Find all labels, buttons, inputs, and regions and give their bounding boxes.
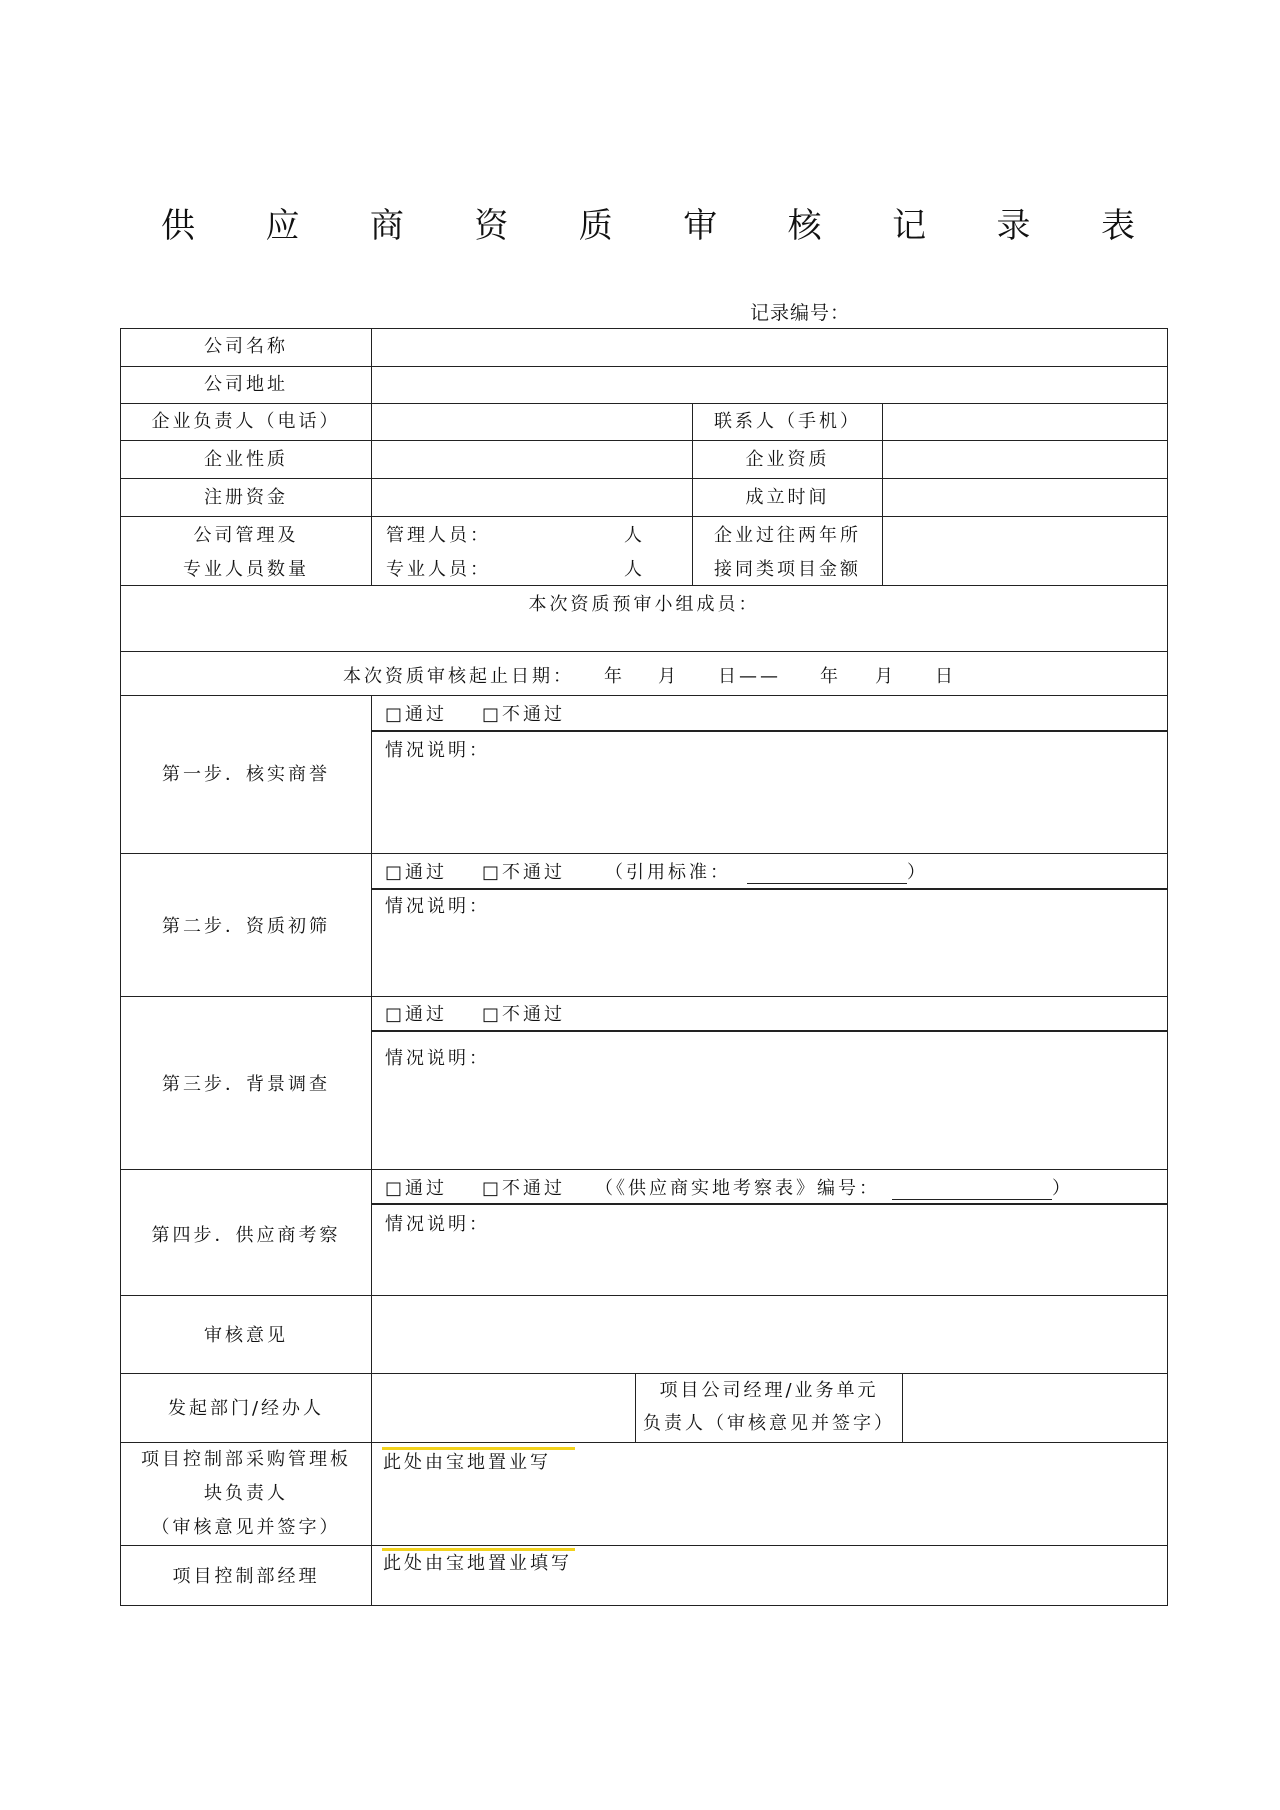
- step4-label: 第四步．供应商考察: [151, 1225, 341, 1246]
- step1-fail-checkbox[interactable]: □不通过: [482, 704, 566, 725]
- end-month-label: 月: [875, 666, 896, 687]
- past-amount-field[interactable]: [882, 516, 1168, 586]
- legal-rep-field[interactable]: [371, 403, 693, 441]
- contact-field[interactable]: [882, 403, 1168, 441]
- title-char: 录: [996, 206, 1031, 246]
- title-char: 审: [683, 206, 718, 246]
- staff-count-label-line2: 专业人员数量: [183, 559, 309, 580]
- start-month-label: 月: [658, 666, 679, 687]
- review-dates-field[interactable]: [120, 651, 1168, 696]
- pm-field[interactable]: [902, 1373, 1168, 1443]
- qualification-field[interactable]: [882, 440, 1168, 479]
- procurement-head-label-line2: 块负责人: [204, 1483, 288, 1504]
- title-char: 资: [474, 206, 509, 246]
- title-char: 商: [369, 206, 404, 246]
- title-char: 核: [787, 206, 822, 246]
- control-manager-label: 项目控制部经理: [172, 1566, 320, 1587]
- step1-pass-checkbox[interactable]: □通过: [385, 704, 448, 725]
- mgmt-staff-label: 管理人员：: [386, 525, 491, 546]
- title-char: 质: [578, 206, 613, 246]
- company-nature-label: 企业性质: [204, 449, 288, 470]
- step4-pass-checkbox[interactable]: □通过: [385, 1178, 448, 1199]
- step1-explain-label: 情况说明：: [385, 740, 490, 761]
- step4-survey-ref-label: （《供应商实地考察表》编号：: [595, 1178, 880, 1199]
- end-day-label: 日: [935, 666, 956, 687]
- title-char: 应: [265, 206, 300, 246]
- initiator-field[interactable]: [371, 1373, 636, 1443]
- procurement-head-label-line3: （审核意见并签字）: [151, 1517, 341, 1538]
- capital-field[interactable]: [371, 478, 693, 517]
- step2-standard-ref: [605, 862, 928, 884]
- step4-explain-label: 情况说明：: [385, 1214, 490, 1235]
- past-amount-label-line2: 接同类项目金额: [714, 559, 861, 580]
- pm-label-line2: 负责人（审核意见并签字）: [643, 1413, 895, 1434]
- mgmt-staff-unit: 人: [624, 525, 645, 546]
- procurement-note-highlight: [382, 1447, 575, 1450]
- review-opinion-label: 审核意见: [204, 1325, 288, 1346]
- qualification-label: 企业资质: [745, 449, 830, 470]
- review-opinion-field[interactable]: [371, 1295, 1168, 1374]
- step4-divider: [371, 1203, 1168, 1205]
- control-note-highlight: [382, 1548, 575, 1551]
- step4-close-paren: ）: [1052, 1178, 1073, 1199]
- company-name-field[interactable]: [371, 328, 1168, 367]
- step3-pass-checkbox[interactable]: □通过: [385, 1004, 448, 1025]
- contact-label: 联系人（手机）: [714, 411, 861, 432]
- company-name-label: 公司名称: [204, 336, 288, 357]
- staff-count-label-line1: 公司管理及: [193, 525, 299, 546]
- title-char: 供: [161, 206, 195, 246]
- step4-survey-ref: [595, 1178, 1073, 1200]
- capital-label: 注册资金: [204, 487, 288, 508]
- record-number-label: 记录编号：: [750, 302, 851, 324]
- pro-staff-unit: 人: [624, 559, 645, 580]
- initiator-label: 发起部门/经办人: [167, 1398, 325, 1419]
- title-char: 表: [1100, 206, 1135, 246]
- step2-close-paren: ）: [907, 862, 928, 883]
- step4-survey-input[interactable]: [892, 1181, 1052, 1200]
- company-address-field[interactable]: [371, 366, 1168, 404]
- procurement-note: 此处由宝地置业写: [383, 1452, 551, 1473]
- pro-staff-label: 专业人员：: [386, 559, 491, 580]
- step2-label: 第二步．资质初筛: [162, 916, 330, 937]
- start-year-label: 年: [604, 666, 625, 687]
- control-note: 此处由宝地置业填写: [383, 1553, 572, 1574]
- established-label: 成立时间: [745, 487, 830, 508]
- step3-explain-label: 情况说明：: [385, 1048, 490, 1069]
- step3-divider: [371, 1030, 1168, 1032]
- review-dates-label: 本次资质审核起止日期：: [343, 666, 574, 687]
- step1-divider: [371, 730, 1168, 732]
- step4-fail-checkbox[interactable]: □不通过: [482, 1178, 566, 1199]
- past-amount-label-line1: 企业过往两年所: [714, 525, 861, 546]
- step2-pass-checkbox[interactable]: □通过: [385, 862, 448, 883]
- pm-label-line1: 项目公司经理/业务单元: [659, 1380, 879, 1401]
- step2-standard-ref-label: （引用标准：: [605, 862, 731, 883]
- established-field[interactable]: [882, 478, 1168, 517]
- end-year-label: 年: [820, 666, 841, 687]
- page-title: [158, 198, 1138, 247]
- step3-label: 第三步．背景调查: [162, 1074, 330, 1095]
- procurement-head-label-line1: 项目控制部采购管理板: [141, 1449, 351, 1470]
- step2-fail-checkbox[interactable]: □不通过: [482, 862, 566, 883]
- title-char: 记: [892, 206, 927, 246]
- step2-divider: [371, 888, 1168, 890]
- step3-fail-checkbox[interactable]: □不通过: [482, 1004, 566, 1025]
- step2-standard-input[interactable]: [747, 865, 907, 884]
- company-nature-field[interactable]: [371, 440, 693, 479]
- legal-rep-label: 企业负责人（电话）: [151, 411, 341, 432]
- company-address-label: 公司地址: [204, 374, 288, 395]
- step2-explain-label: 情况说明：: [385, 896, 490, 917]
- team-members-label: 本次资质预审小组成员：: [528, 594, 760, 615]
- start-day-dash-label: 日——: [718, 666, 781, 687]
- step1-label: 第一步．核实商誉: [162, 764, 330, 785]
